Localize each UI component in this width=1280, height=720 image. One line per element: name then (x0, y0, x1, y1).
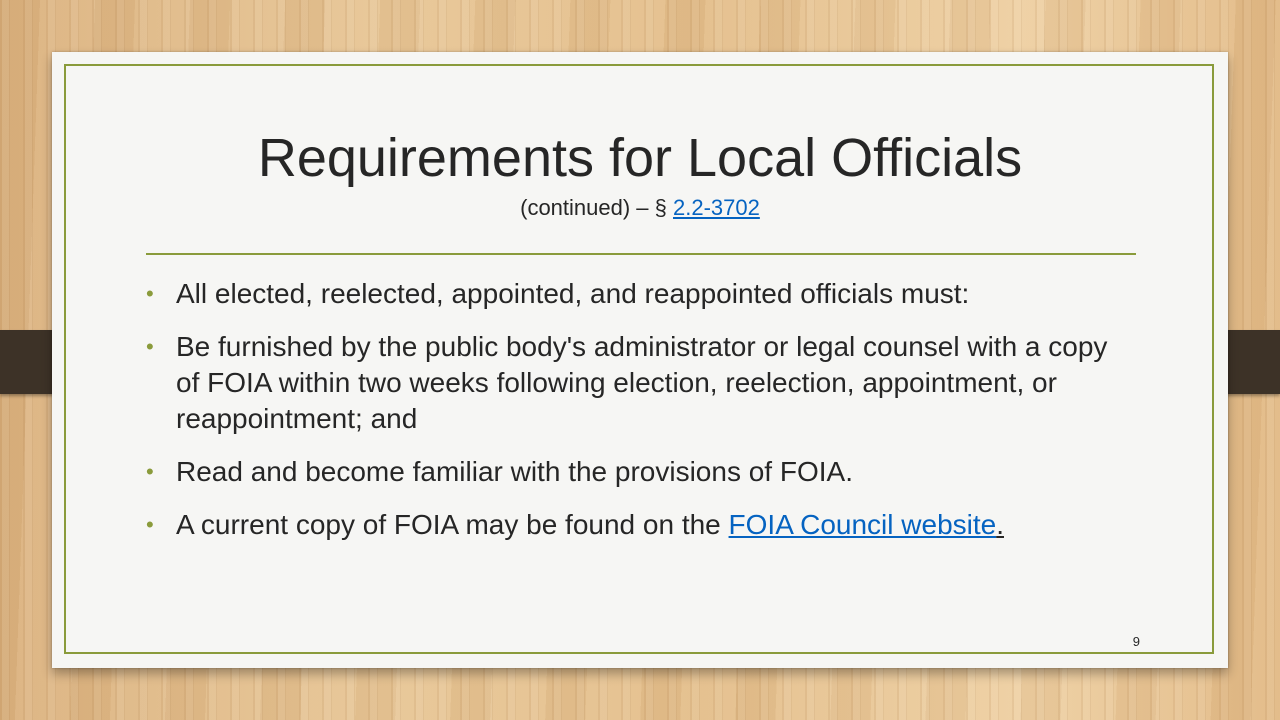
bullet-text: Read and become familiar with the provisions of FOIA. (176, 456, 853, 487)
slide-card (52, 52, 1228, 668)
bullet-item (146, 507, 1136, 543)
bullet-list (146, 276, 1136, 560)
bullet-icon: • (146, 459, 154, 484)
slide-title: Requirements for Local Officials (257, 128, 1023, 188)
bullet-link-suffix: . (996, 509, 1004, 540)
bullet-text: All elected, reelected, appointed, and reappointed officials must: (176, 278, 970, 309)
bullet-text: Be furnished by the public body's administrator or legal counsel with a copy of FOIA within two weeks following election, reelection, appointment, or reappointment; and (176, 331, 1108, 434)
bullet-icon: • (146, 281, 154, 306)
foia-council-website-link[interactable]: FOIA Council website (728, 509, 997, 540)
bullet-item (146, 454, 1136, 490)
bullet-icon: • (146, 512, 154, 537)
bullet-item (146, 329, 1136, 437)
page-number: 9 (1132, 634, 1140, 649)
subtitle-prefix: (continued) – § (520, 195, 673, 220)
bullet-item (146, 276, 1136, 312)
bullet-icon: • (146, 334, 154, 359)
bullet-text-prefix: A current copy of FOIA may be found on the (176, 509, 729, 540)
statute-link[interactable]: 2.2-3702 (673, 195, 760, 220)
slide-subtitle (52, 194, 1228, 222)
title-divider (146, 253, 1136, 255)
